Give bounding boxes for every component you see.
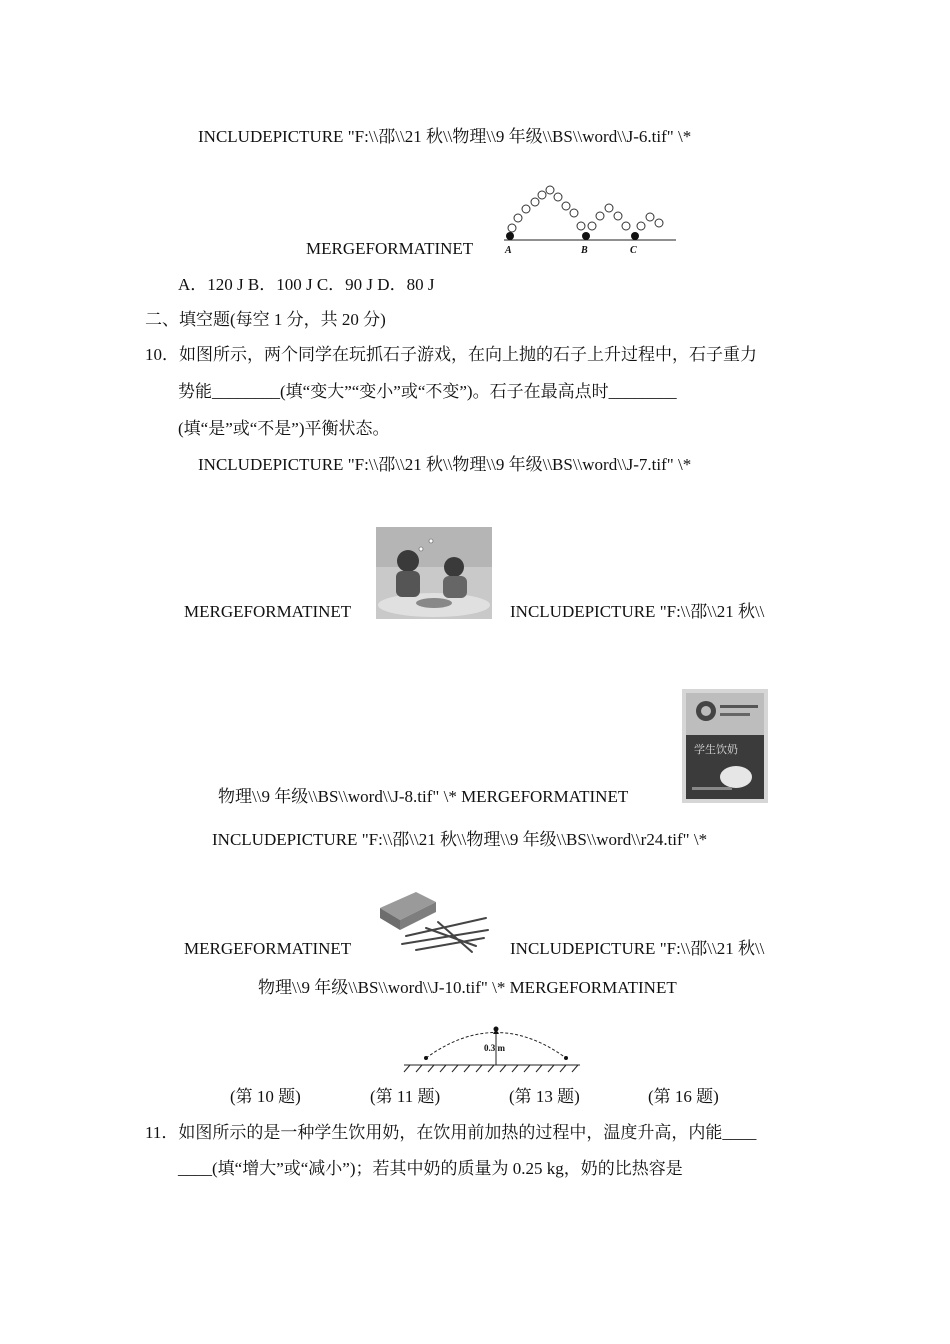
- include-picture-line: 物理\\9 年级\\BS\\word\\J-8.tif" \* MERGEFORMATINET: [218, 787, 629, 806]
- caption-q11: (第 11 题): [370, 1087, 441, 1106]
- caption-q10: (第 10 题): [230, 1087, 301, 1106]
- mergeformat-line: MERGEFORMATINET: [184, 602, 352, 621]
- milk-brand-text: 学生饮奶: [694, 743, 738, 756]
- label-a: A: [505, 245, 512, 256]
- question-10-line-3: (填“是”或“不是”)平衡状态。: [178, 419, 390, 438]
- include-picture-line: INCLUDEPICTURE "F:\\邵\\21 秋\\物理\\9 年级\\BS\\word\\r24.tif" \*: [212, 830, 708, 849]
- ball-bounce-figure: [498, 180, 680, 258]
- include-picture-line: INCLUDEPICTURE "F:\\邵\\21 秋\\物理\\9 年级\\BS\\word\\J-6.tif" \*: [198, 127, 692, 146]
- label-b: B: [581, 245, 588, 256]
- question-11-line-2: ____(填“增大”或“减小”)；若其中奶的质量为 0.25 kg，奶的比热容是: [178, 1159, 683, 1178]
- include-picture-line: INCLUDEPICTURE "F:\\邵\\21 秋\\: [510, 602, 765, 621]
- milk-box-photo: [682, 689, 768, 803]
- question-10-line-2: 势能________(填“变大”“变小”或“不变”)。石子在最高点时________: [178, 382, 677, 401]
- question-11-line-1: 11．如图所示的是一种学生饮用奶，在饮用前加热的过程中，温度升高，内能____: [145, 1123, 757, 1142]
- section-heading: 二、填空题(每空 1 分，共 20 分): [145, 310, 386, 329]
- arc-jump-figure: [400, 1021, 582, 1073]
- question-10-line-1: 10．如图所示，两个同学在玩抓石子游戏，在向上抛的石子上升过程中，石子重力: [145, 345, 757, 364]
- include-picture-line: INCLUDEPICTURE "F:\\邵\\21 秋\\物理\\9 年级\\BS\\word\\J-7.tif" \*: [198, 455, 692, 474]
- include-picture-line: 物理\\9 年级\\BS\\word\\J-10.tif" \* MERGEFORMATINET: [258, 978, 677, 997]
- caption-q16: (第 16 题): [648, 1087, 719, 1106]
- height-label: 0.3 m: [484, 1043, 505, 1053]
- include-picture-line: INCLUDEPICTURE "F:\\邵\\21 秋\\: [510, 939, 765, 958]
- mergeformat-line: MERGEFORMATINET: [306, 239, 474, 258]
- caption-q13: (第 13 题): [509, 1087, 580, 1106]
- answer-options: A．120 J B．100 J C．90 J D．80 J: [178, 275, 435, 294]
- box-and-rods-photo: [376, 888, 494, 956]
- kids-playing-photo: [376, 527, 492, 619]
- label-c: C: [630, 245, 637, 256]
- mergeformat-line: MERGEFORMATINET: [184, 939, 352, 958]
